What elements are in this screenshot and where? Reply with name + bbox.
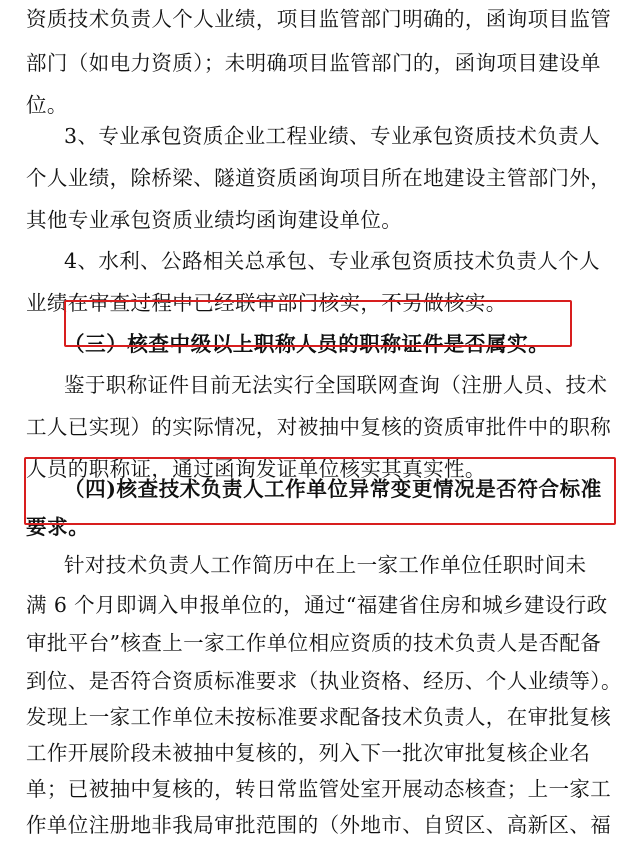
section-heading-4-cont: 要求。: [26, 515, 90, 539]
highlight-box-heading-4: [24, 457, 616, 525]
paragraph-line: 3、专业承包资质企业工程业绩、专业承包资质技术负责人: [64, 124, 600, 148]
paragraph-line: 作单位注册地非我局审批范围的（外地市、自贸区、高新区、福: [26, 813, 612, 837]
paragraph-line: 工人已实现）的实际情况，对被抽中复核的资质审批件中的职称: [26, 415, 612, 439]
paragraph-line: 鉴于职称证件目前无法实行全国联网查询（注册人员、技术: [64, 373, 608, 397]
paragraph-line: 发现上一家工作单位未按标准要求配备技术负责人，在审批复核: [26, 705, 612, 729]
paragraph-line: 资质技术负责人个人业绩，项目监管部门明确的，函询项目监管: [26, 7, 612, 31]
highlight-box-heading-3: [64, 300, 572, 347]
paragraph-line: 4、水利、公路相关总承包、专业承包资质技术负责人个人: [64, 249, 600, 273]
paragraph-line: 单；已被抽中复核的，转日常监管处室开展动态核查；上一家工: [26, 777, 612, 801]
paragraph-line: 满 6 个月即调入申报单位的，通过“福建省住房和城乡建设行政: [26, 593, 608, 617]
paragraph-line: 位。: [26, 93, 68, 117]
paragraph-line: 到位、是否符合资质标准要求（执业资格、经历、个人业绩等）。: [26, 669, 622, 693]
paragraph-line: 人员的职称证，通过函询发证单位核实其真实性。: [26, 457, 486, 481]
paragraph-line: 针对技术负责人工作简历中在上一家工作单位任职时间未: [64, 553, 587, 577]
paragraph-line: 其他专业承包资质业绩均函询建设单位。: [26, 208, 403, 232]
paragraph-line: 个人业绩，除桥梁、隧道资质函询项目所在地建设主管部门外，: [26, 166, 612, 190]
paragraph-line: 审批平台”核查上一家工作单位相应资质的技术负责人是否配备: [26, 631, 602, 655]
paragraph-line: 部门（如电力资质）；未明确项目监管部门的，函询项目建设单: [26, 51, 601, 75]
paragraph-line: 业绩在审查过程中已经联审部门核实，不另做核实。: [26, 291, 507, 315]
paragraph-line: 工作开展阶段未被抽中复核的，列入下一批次审批复核企业名: [26, 741, 591, 765]
section-heading-4: （四)核查技术负责人工作单位异常变更情况是否符合标准: [64, 477, 602, 501]
section-heading-3: （三）核查中级以上职称人员的职称证件是否属实。: [64, 332, 550, 356]
